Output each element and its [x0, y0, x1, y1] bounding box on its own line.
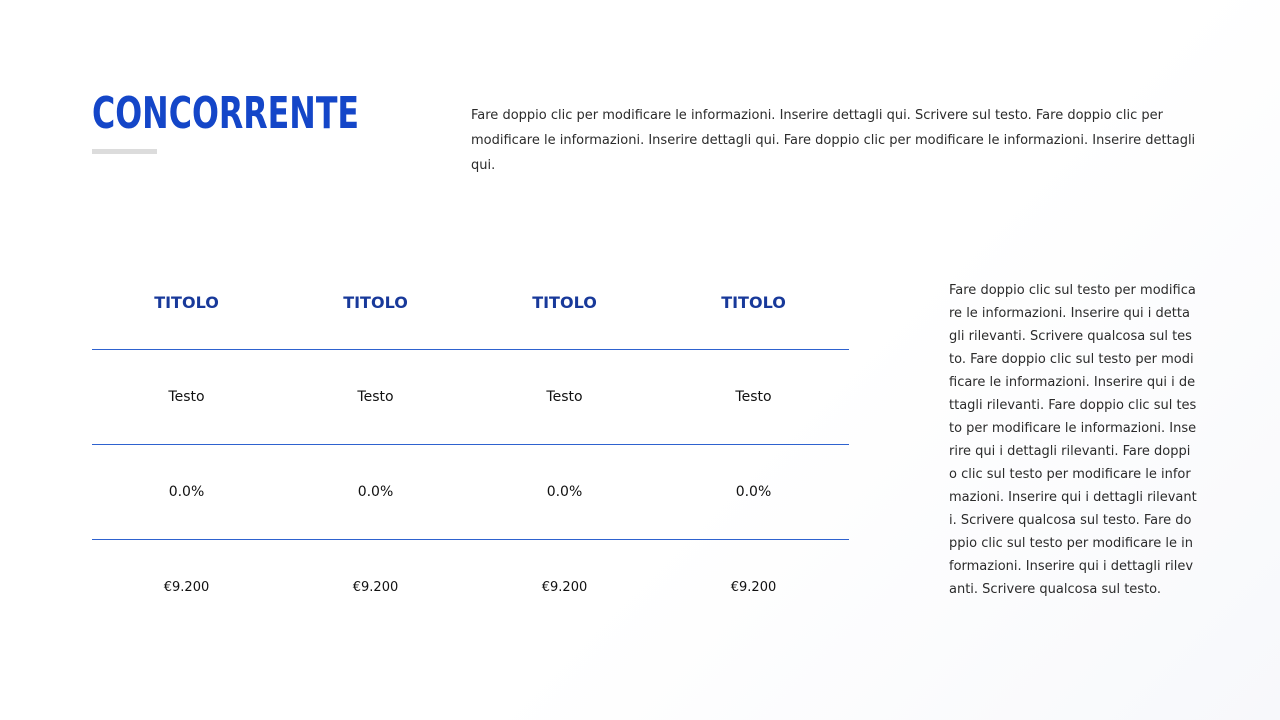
table-cell[interactable]: €9.200	[541, 579, 588, 595]
table-header-cell[interactable]: TITOLO	[343, 293, 408, 312]
table-cell[interactable]: 0.0%	[735, 484, 772, 500]
table-header-cell[interactable]: TITOLO	[532, 293, 597, 312]
table-cell[interactable]: 0.0%	[546, 484, 583, 500]
table-cell[interactable]: 0.0%	[357, 484, 394, 500]
table-row	[92, 539, 849, 634]
page-title: CONCORRENTE	[92, 88, 360, 139]
table-header-row	[92, 256, 849, 349]
table-cell[interactable]: Testo	[168, 389, 205, 405]
table-header-cell[interactable]: TITOLO	[154, 293, 219, 312]
table-cell[interactable]: Testo	[546, 389, 583, 405]
table-cell[interactable]: Testo	[735, 389, 772, 405]
comparison-table	[92, 256, 849, 634]
table-header-cell[interactable]: TITOLO	[721, 293, 786, 312]
table-cell[interactable]: 0.0%	[168, 484, 205, 500]
side-text[interactable]: Fare doppio clic sul testo per modificare le informazioni. Inserire qui i dettagli rilevanti. Scrivere qualcosa sul testo. Fare doppio clic sul testo per modificare le informazioni. Inserire qui i dettagli rilevanti. Fare doppio clic sul testo per modificare le informazioni. Inserire qui i dettagli rilevanti. Fare doppio clic sul testo per modificare le informazioni. Inserire qui i dettagli rilevanti. Scrivere qualcosa sul testo. Fare doppio clic sul testo per modificare le informazioni. Inserire qui i dettagli rilevanti. Scrivere qualcosa sul testo.	[949, 283, 1197, 597]
table-row	[92, 444, 849, 539]
table-cell[interactable]: €9.200	[163, 579, 210, 595]
table-row	[92, 349, 849, 444]
table-cell[interactable]: €9.200	[352, 579, 399, 595]
title-underline	[92, 149, 157, 154]
table-cell[interactable]: €9.200	[730, 579, 777, 595]
intro-text[interactable]: Fare doppio clic per modificare le informazioni. Inserire dettagli qui. Scrivere sul testo. Fare doppio clic per modificare le informazioni. Inserire dettagli qui. Fare doppio clic per modificare le informazioni. Inserire dettagli qui.	[471, 108, 1196, 173]
table-cell[interactable]: Testo	[357, 389, 394, 405]
